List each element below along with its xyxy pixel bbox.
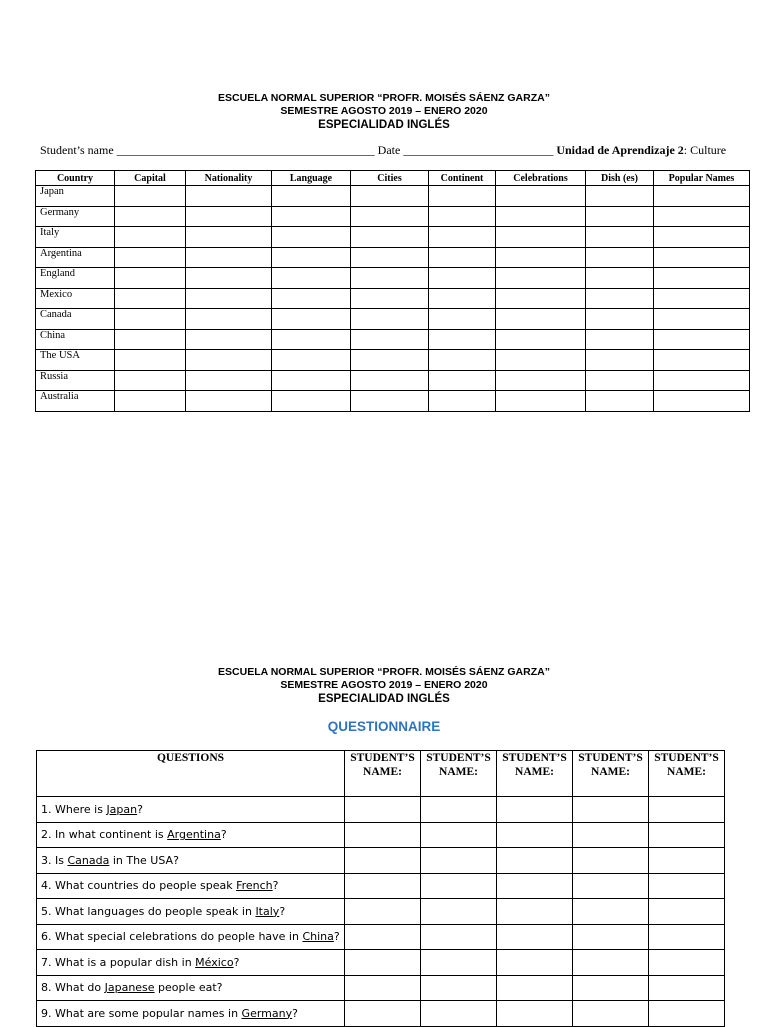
- answer-cell[interactable]: [345, 975, 421, 1001]
- answer-cell[interactable]: [351, 329, 429, 350]
- answer-cell[interactable]: [272, 329, 351, 350]
- question-keyword: México: [195, 955, 234, 969]
- answer-cell[interactable]: [186, 247, 272, 268]
- answer-cell[interactable]: [573, 899, 649, 925]
- answer-cell[interactable]: [586, 350, 654, 371]
- answer-cell[interactable]: [186, 227, 272, 248]
- table-row: [36, 370, 750, 391]
- answer-cell[interactable]: [272, 370, 351, 391]
- answer-cell[interactable]: [272, 247, 351, 268]
- answer-cell[interactable]: [586, 227, 654, 248]
- answer-cell[interactable]: [497, 975, 573, 1001]
- student-header-line1: STUDENT’S: [426, 752, 491, 764]
- question-text-end: ?: [137, 802, 143, 816]
- answer-cell[interactable]: [351, 227, 429, 248]
- student-header-line1: STUDENT’S: [502, 752, 567, 764]
- answer-cell[interactable]: [586, 329, 654, 350]
- question-text-end: ?: [272, 879, 279, 893]
- question-cell: [37, 975, 345, 1001]
- student-name-header: [649, 751, 725, 797]
- column-header: Country: [36, 171, 115, 186]
- answer-cell[interactable]: [496, 227, 586, 248]
- answer-cell[interactable]: [345, 848, 421, 874]
- question-row: [37, 1001, 725, 1027]
- answer-cell[interactable]: [351, 206, 429, 227]
- answer-cell[interactable]: [421, 822, 497, 848]
- student-name-blank[interactable]: ___________________________________________: [116, 143, 375, 157]
- answer-cell[interactable]: [345, 924, 421, 950]
- answer-cell[interactable]: [649, 848, 725, 874]
- answer-cell[interactable]: [272, 268, 351, 289]
- answer-cell[interactable]: [654, 288, 750, 309]
- semester: SEMESTRE AGOSTO 2019 – ENERO 2020: [280, 105, 488, 117]
- answer-cell[interactable]: [186, 350, 272, 371]
- unit-value: : Culture: [683, 143, 727, 157]
- table-row: [36, 227, 750, 248]
- student-name-label: Student’s name: [40, 143, 114, 157]
- answer-cell[interactable]: [497, 924, 573, 950]
- answer-cell[interactable]: [573, 1001, 649, 1027]
- answer-cell[interactable]: [421, 848, 497, 874]
- table-row: [36, 309, 750, 330]
- question-text-end: ?: [292, 1006, 298, 1020]
- answer-cell[interactable]: [586, 268, 654, 289]
- answer-cell[interactable]: [429, 186, 496, 207]
- answer-cell[interactable]: [586, 288, 654, 309]
- semester: SEMESTRE AGOSTO 2019 – ENERO 2020: [280, 679, 488, 691]
- answer-cell[interactable]: [421, 797, 497, 823]
- column-header: Celebrations: [496, 171, 586, 186]
- question-row: [37, 975, 725, 1001]
- student-header-line2: NAME:: [515, 765, 554, 778]
- question-text-end: ?: [220, 828, 227, 842]
- answer-cell[interactable]: [496, 206, 586, 227]
- student-name-header: [421, 751, 497, 797]
- questionnaire-title: QUESTIONNAIRE: [327, 719, 441, 734]
- specialty: ESPECIALIDAD INGLÉS: [318, 693, 450, 705]
- country-cell: Australia: [36, 391, 115, 412]
- answer-cell[interactable]: [115, 227, 186, 248]
- question-row: [37, 873, 725, 899]
- answer-cell[interactable]: [429, 350, 496, 371]
- country-cell: China: [36, 329, 115, 350]
- answer-cell[interactable]: [429, 329, 496, 350]
- answer-cell[interactable]: [654, 329, 750, 350]
- answer-cell[interactable]: [421, 1001, 497, 1027]
- country-cell: England: [36, 268, 115, 289]
- answer-cell[interactable]: [496, 370, 586, 391]
- table-row: [36, 391, 750, 412]
- question-keyword: Germany: [241, 1006, 293, 1020]
- student-header-line1: STUDENT’S: [350, 752, 415, 764]
- column-header: Popular Names: [654, 171, 750, 186]
- table-row: [36, 350, 750, 371]
- answer-cell[interactable]: [351, 247, 429, 268]
- answer-cell[interactable]: [115, 206, 186, 227]
- answer-cell[interactable]: [345, 797, 421, 823]
- answer-cell[interactable]: [496, 268, 586, 289]
- country-cell: Japan: [36, 186, 115, 207]
- answer-cell[interactable]: [654, 309, 750, 330]
- questions-header: QUESTIONS: [37, 751, 345, 797]
- question-keyword: French: [236, 879, 273, 893]
- student-name-header: [345, 751, 421, 797]
- student-name-header: [497, 751, 573, 797]
- answer-cell[interactable]: [186, 309, 272, 330]
- student-header-line2: NAME:: [363, 765, 402, 778]
- column-header: Dish (es): [586, 171, 654, 186]
- answer-cell[interactable]: [345, 950, 421, 976]
- specialty: ESPECIALIDAD INGLÉS: [318, 119, 450, 131]
- answer-cell[interactable]: [186, 329, 272, 350]
- question-text: 4. What countries do people speak: [41, 879, 237, 893]
- answer-cell[interactable]: [186, 370, 272, 391]
- answer-cell[interactable]: [649, 1001, 725, 1027]
- question-cell: [37, 873, 345, 899]
- answer-cell[interactable]: [272, 350, 351, 371]
- unit-label: Unidad de Aprendizaje 2: [556, 143, 684, 157]
- answer-cell[interactable]: [351, 268, 429, 289]
- answer-cell[interactable]: [654, 206, 750, 227]
- answer-cell[interactable]: [496, 350, 586, 371]
- answer-cell[interactable]: [649, 797, 725, 823]
- question-row: [37, 950, 725, 976]
- answer-cell[interactable]: [654, 391, 750, 412]
- school-name: ESCUELA NORMAL SUPERIOR “PROFR. MOISÉS SÁENZ GARZA”: [218, 666, 550, 678]
- country-cell: Italy: [36, 227, 115, 248]
- table-row: [36, 329, 750, 350]
- answer-cell[interactable]: [497, 822, 573, 848]
- answer-cell[interactable]: [573, 975, 649, 1001]
- question-keyword: Argentina: [167, 828, 221, 842]
- country-cell: Germany: [36, 206, 115, 227]
- country-cell: Argentina: [36, 247, 115, 268]
- school-name: ESCUELA NORMAL SUPERIOR “PROFR. MOISÉS SÁENZ GARZA”: [218, 92, 550, 104]
- answer-cell[interactable]: [186, 268, 272, 289]
- answer-cell[interactable]: [345, 873, 421, 899]
- answer-cell[interactable]: [429, 268, 496, 289]
- question-keyword: Japan: [106, 802, 138, 816]
- table-row: [36, 186, 750, 207]
- answer-cell[interactable]: [115, 309, 186, 330]
- question-text-end: in The USA?: [109, 853, 179, 867]
- answer-cell[interactable]: [186, 288, 272, 309]
- table-row: [36, 268, 750, 289]
- answer-cell[interactable]: [421, 873, 497, 899]
- answer-cell[interactable]: [573, 873, 649, 899]
- answer-cell[interactable]: [586, 391, 654, 412]
- answer-cell[interactable]: [115, 350, 186, 371]
- question-text: 6. What special celebrations do people have in: [41, 930, 303, 944]
- answer-cell[interactable]: [429, 370, 496, 391]
- table-row: [36, 206, 750, 227]
- answer-cell[interactable]: [649, 924, 725, 950]
- student-header-line2: NAME:: [591, 765, 630, 778]
- answer-cell[interactable]: [496, 247, 586, 268]
- answer-cell[interactable]: [351, 370, 429, 391]
- question-row: [37, 924, 725, 950]
- date-label: Date: [377, 143, 401, 157]
- answer-cell[interactable]: [586, 309, 654, 330]
- column-header: Cities: [351, 171, 429, 186]
- answer-cell[interactable]: [429, 206, 496, 227]
- answer-cell[interactable]: [649, 899, 725, 925]
- answer-cell[interactable]: [351, 350, 429, 371]
- answer-cell[interactable]: [272, 288, 351, 309]
- answer-cell[interactable]: [115, 288, 186, 309]
- question-text: 2. In what continent is: [41, 828, 168, 842]
- answer-cell[interactable]: [351, 288, 429, 309]
- country-cell: Mexico: [36, 288, 115, 309]
- answer-cell[interactable]: [115, 247, 186, 268]
- question-cell: [37, 797, 345, 823]
- answer-cell[interactable]: [654, 350, 750, 371]
- answer-cell[interactable]: [497, 899, 573, 925]
- answer-cell[interactable]: [496, 186, 586, 207]
- answer-cell[interactable]: [573, 822, 649, 848]
- question-keyword: Japanese: [104, 981, 155, 995]
- student-info-line: [40, 143, 760, 158]
- question-text: 3. Is: [41, 853, 68, 867]
- question-text-end: ?: [279, 904, 286, 918]
- answer-cell[interactable]: [573, 797, 649, 823]
- answer-cell[interactable]: [429, 288, 496, 309]
- answer-cell[interactable]: [272, 309, 351, 330]
- answer-cell[interactable]: [586, 247, 654, 268]
- answer-cell[interactable]: [573, 950, 649, 976]
- answer-cell[interactable]: [654, 227, 750, 248]
- answer-cell[interactable]: [654, 268, 750, 289]
- answer-cell[interactable]: [115, 370, 186, 391]
- answer-cell[interactable]: [497, 848, 573, 874]
- answer-cell[interactable]: [496, 288, 586, 309]
- question-keyword: Canada: [67, 853, 110, 867]
- questionnaire-table: [36, 750, 725, 1027]
- answer-cell[interactable]: [654, 247, 750, 268]
- question-cell: [37, 924, 345, 950]
- answer-cell[interactable]: [115, 329, 186, 350]
- question-cell: [37, 899, 345, 925]
- question-keyword: China: [302, 930, 334, 944]
- answer-cell[interactable]: [345, 1001, 421, 1027]
- answer-cell[interactable]: [496, 309, 586, 330]
- answer-cell[interactable]: [186, 186, 272, 207]
- answer-cell[interactable]: [496, 391, 586, 412]
- answer-cell[interactable]: [351, 391, 429, 412]
- question-cell: [37, 1001, 345, 1027]
- school-header-2: [0, 666, 768, 706]
- culture-table: [35, 170, 750, 412]
- question-text: 1. Where is: [41, 802, 107, 816]
- student-header-line1: STUDENT’S: [578, 752, 643, 764]
- question-text-end: ?: [233, 955, 240, 969]
- table-row: [36, 288, 750, 309]
- question-cell: [37, 848, 345, 874]
- answer-cell[interactable]: [421, 899, 497, 925]
- student-header-line2: NAME:: [667, 765, 706, 778]
- country-cell: Canada: [36, 309, 115, 330]
- student-header-line1: STUDENT’S: [654, 752, 719, 764]
- answer-cell[interactable]: [497, 797, 573, 823]
- answer-cell[interactable]: [573, 848, 649, 874]
- answer-cell[interactable]: [115, 186, 186, 207]
- date-blank[interactable]: _________________________: [403, 143, 554, 157]
- answer-cell[interactable]: [649, 873, 725, 899]
- answer-cell[interactable]: [421, 975, 497, 1001]
- answer-cell[interactable]: [272, 206, 351, 227]
- question-text-end: people eat?: [154, 981, 223, 995]
- answer-cell[interactable]: [649, 822, 725, 848]
- answer-cell[interactable]: [272, 391, 351, 412]
- question-text-end: ?: [333, 930, 340, 944]
- answer-cell[interactable]: [345, 899, 421, 925]
- answer-cell[interactable]: [351, 186, 429, 207]
- column-header: Continent: [429, 171, 496, 186]
- answer-cell[interactable]: [586, 370, 654, 391]
- answer-cell[interactable]: [496, 329, 586, 350]
- answer-cell[interactable]: [272, 186, 351, 207]
- question-row: [37, 797, 725, 823]
- question-row: [37, 848, 725, 874]
- answer-cell[interactable]: [497, 950, 573, 976]
- answer-cell[interactable]: [186, 206, 272, 227]
- answer-cell[interactable]: [497, 873, 573, 899]
- answer-cell[interactable]: [586, 206, 654, 227]
- answer-cell[interactable]: [421, 924, 497, 950]
- question-text: 9. What are some popular names in: [41, 1006, 242, 1020]
- answer-cell[interactable]: [186, 391, 272, 412]
- question-row: [37, 822, 725, 848]
- answer-cell[interactable]: [573, 924, 649, 950]
- question-text: 5. What languages do people speak in: [41, 904, 256, 918]
- country-cell: Russia: [36, 370, 115, 391]
- answer-cell[interactable]: [272, 227, 351, 248]
- answer-cell[interactable]: [586, 186, 654, 207]
- school-header-1: [0, 92, 768, 132]
- answer-cell[interactable]: [351, 309, 429, 330]
- answer-cell[interactable]: [429, 227, 496, 248]
- question-text: 7. What is a popular dish in: [41, 955, 196, 969]
- column-header: Nationality: [186, 171, 272, 186]
- answer-cell[interactable]: [429, 309, 496, 330]
- column-header: Language: [272, 171, 351, 186]
- answer-cell[interactable]: [429, 391, 496, 412]
- answer-cell[interactable]: [421, 950, 497, 976]
- question-text: 8. What do: [41, 981, 105, 995]
- table-row: [36, 247, 750, 268]
- answer-cell[interactable]: [429, 247, 496, 268]
- answer-cell[interactable]: [654, 186, 750, 207]
- answer-cell[interactable]: [654, 370, 750, 391]
- column-header: Capital: [115, 171, 186, 186]
- country-cell: The USA: [36, 350, 115, 371]
- question-cell: [37, 822, 345, 848]
- question-row: [37, 899, 725, 925]
- answer-cell[interactable]: [115, 391, 186, 412]
- answer-cell[interactable]: [649, 975, 725, 1001]
- question-cell: [37, 950, 345, 976]
- answer-cell[interactable]: [649, 950, 725, 976]
- student-header-line2: NAME:: [439, 765, 478, 778]
- answer-cell[interactable]: [115, 268, 186, 289]
- answer-cell[interactable]: [497, 1001, 573, 1027]
- answer-cell[interactable]: [345, 822, 421, 848]
- student-name-header: [573, 751, 649, 797]
- question-keyword: Italy: [255, 904, 280, 918]
